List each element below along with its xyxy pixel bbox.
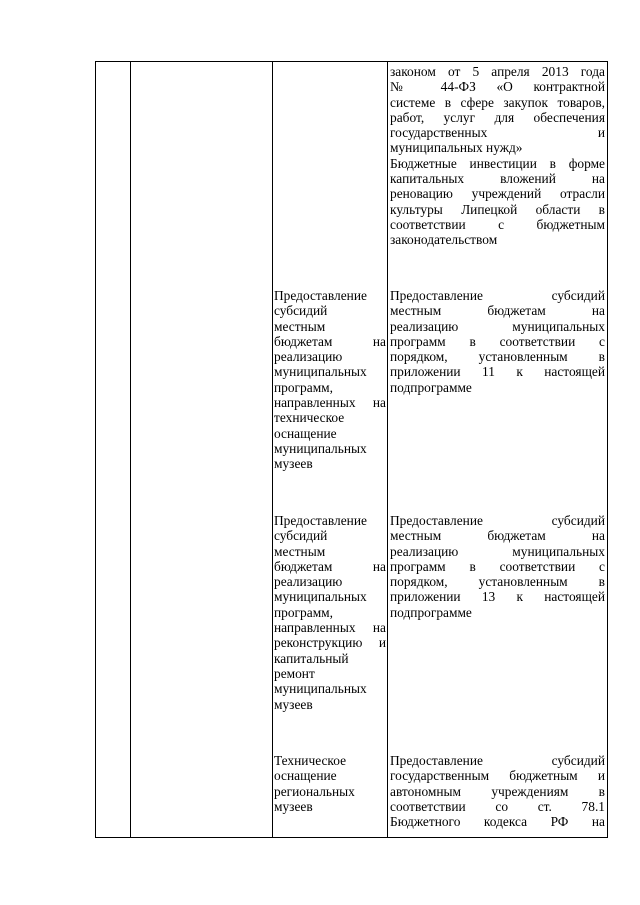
text-line: бюджетам на [274,333,386,349]
text-line: муниципальных нужд» [390,140,523,156]
text-line: законом от 5 апреля 2013 года [390,64,605,79]
text-line: муниципальных [274,681,367,697]
text-line: государственным бюджетным и [390,768,605,784]
text-line: техническое [274,410,345,426]
text-line: приложении 11 к настоящей [390,364,605,380]
text-line: местным бюджетам на [390,528,605,544]
text-line: ремонт [274,665,315,681]
text-line: Техническое [274,753,347,768]
text-line: Предоставление субсидий [390,753,605,768]
text-line: региональных [274,783,355,799]
text-line: соответствии со ст. 78.1 [390,798,605,814]
text-line: приложении 13 к настоящей [390,589,605,605]
text-line: музеев [274,696,313,712]
text-line: культуры Липецкой области в [390,201,605,217]
text-line: Предоставление субсидий [390,513,605,528]
text-line: программ, [274,604,333,620]
text-line: капитальных вложений на [390,171,605,187]
event-cell-row-2 [274,288,386,472]
mechanism-text [390,288,605,395]
text-line: местным [274,318,326,334]
text-line: подпрограмме [390,604,472,620]
text-line: субсидий [274,528,328,544]
column-border-5 [607,61,608,838]
text-line: программ в соответствии с [390,558,605,574]
event-text [274,288,386,472]
event-text [274,753,386,814]
table-top-border [95,61,607,62]
text-line: муниципальных [274,440,367,456]
text-line: работ, услуг для обеспечения [390,109,605,125]
text-line: автономным учреждениям в [390,783,605,799]
text-line: муниципальных [274,364,367,380]
text-line: капитальный [274,650,349,666]
text-line: местным [274,543,326,559]
mechanism-cell-row-3 [390,513,605,620]
column-border-3 [272,61,273,838]
column-border-1 [95,61,96,838]
text-line: реализацию муниципальных [390,543,605,559]
text-line: порядком, установленным в [390,349,605,365]
text-line: реализацию муниципальных [390,318,605,334]
text-line: № 44-ФЗ «О контрактной [390,79,605,95]
text-line: Бюджетные инвестиции в форме [390,155,605,171]
text-line: оснащение [274,768,337,784]
text-line: музеев [274,456,313,472]
text-line: оснащение [274,425,337,441]
text-line: Бюджетного кодекса РФ на [390,814,605,830]
text-line: государственных и [390,125,605,141]
mechanism-cell-row-1 [390,64,605,248]
column-border-2 [130,61,131,838]
text-line: местным бюджетам на [390,303,605,319]
text-line: муниципальных [274,589,367,605]
text-line: Предоставление [274,288,367,303]
mechanism-paragraph-1 [390,64,605,156]
text-line: системе в сфере закупок товаров, [390,94,605,110]
text-line: направленных на [274,395,386,411]
text-line: Предоставление субсидий [390,288,605,303]
text-line: направленных на [274,620,386,636]
event-text [274,513,386,712]
text-line: бюджетам на [274,558,386,574]
mechanism-text [390,513,605,620]
text-line: реализацию [274,574,343,590]
event-cell-row-3 [274,513,386,712]
mechanism-text [390,753,605,829]
text-line: законодательством [390,232,498,248]
text-line: реконструкцию и [274,635,386,651]
text-line: соответствии с бюджетным [390,216,605,232]
mechanism-cell-row-4 [390,753,605,829]
column-border-4 [387,61,388,838]
text-line: реновацию учреждений отрасли [390,186,605,202]
text-line: субсидий [274,303,328,319]
text-line: программ в соответствии с [390,333,605,349]
event-cell-row-4 [274,753,386,814]
mechanism-cell-row-2 [390,288,605,395]
text-line: программ, [274,379,333,395]
table-bottom-border [95,837,607,838]
text-line: порядком, установленным в [390,574,605,590]
text-line: реализацию [274,349,343,365]
text-line: музеев [274,798,313,814]
mechanism-paragraph-2 [390,156,605,248]
text-line: подпрограмме [390,379,472,395]
text-line: Предоставление [274,513,367,528]
